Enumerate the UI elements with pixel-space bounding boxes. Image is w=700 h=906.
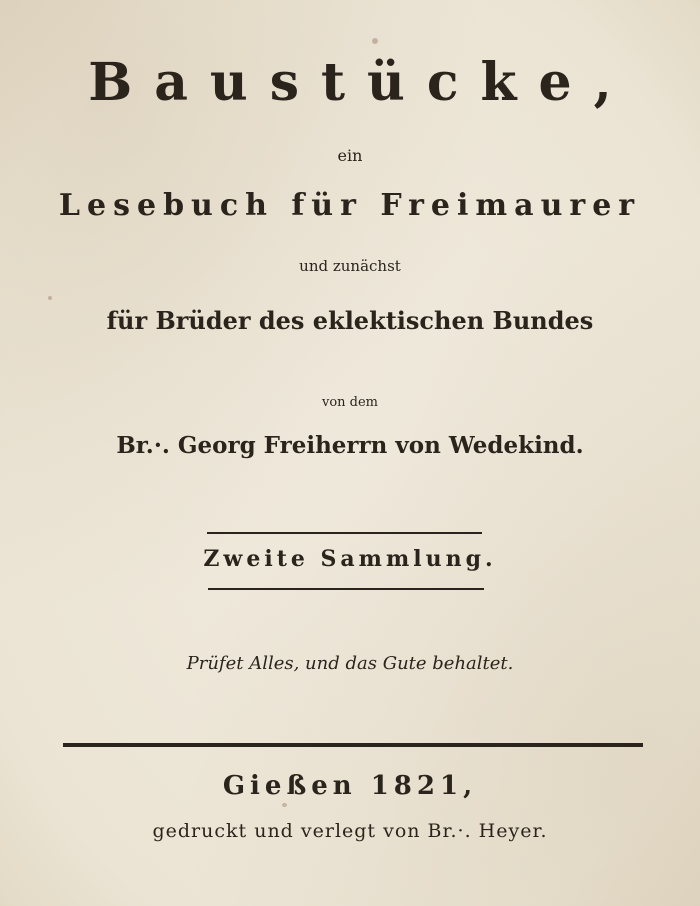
subtitle: Lesebuch für Freimaurer bbox=[58, 188, 642, 223]
edition-rule-bottom bbox=[208, 588, 484, 590]
book-title: Baustücke, bbox=[88, 52, 634, 113]
edition-rule-top bbox=[207, 532, 482, 534]
subtitle-connector: ein bbox=[337, 146, 363, 165]
author-name: Br.·. Georg Freiherrn von Wedekind. bbox=[116, 432, 584, 459]
imprint-printer: gedruckt und verlegt von Br.·. Heyer. bbox=[152, 820, 548, 842]
edition-label: Zweite Sammlung. bbox=[203, 546, 497, 572]
subtitle-connector-2: und zunächst bbox=[299, 257, 401, 275]
author-prefix: von dem bbox=[321, 395, 379, 410]
paper-stain bbox=[282, 803, 287, 807]
motto: Prüfet Alles, und das Gute behaltet. bbox=[186, 653, 514, 674]
paper-stain bbox=[48, 296, 52, 300]
dedication-line: für Brüder des eklektischen Bundes bbox=[106, 306, 594, 335]
imprint-place-year: Gießen 1821, bbox=[222, 771, 478, 801]
imprint-divider bbox=[63, 743, 643, 747]
paper-stain bbox=[372, 38, 378, 44]
